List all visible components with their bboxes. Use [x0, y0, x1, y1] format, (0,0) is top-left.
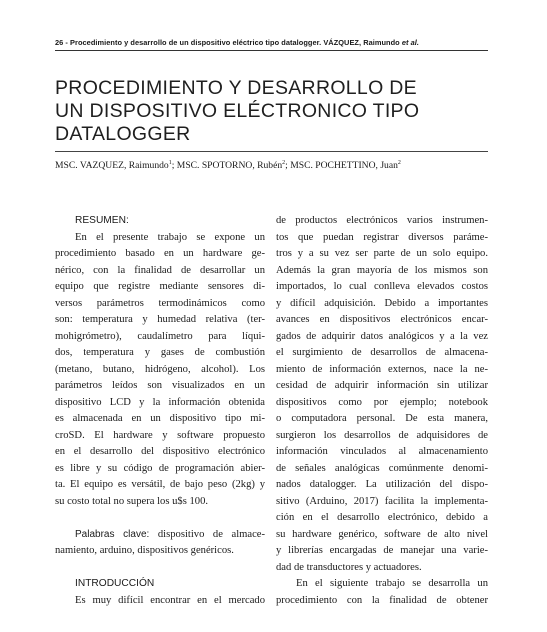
body-line: y difícil adquisición. Debido a importantes — [276, 297, 488, 309]
body-line: cesidad de adquirir información sin utilizar — [276, 380, 488, 391]
abstract-line: su costo total no supera los u$s 100. — [55, 495, 209, 507]
body-line: de señales analógicas comúnmente denomi- — [276, 462, 488, 474]
right-column — [276, 213, 488, 609]
running-head-etal: et al. — [401, 38, 419, 47]
body-line: avances en dispositivos electrónicos encar- — [276, 314, 488, 325]
paragraph-gap — [55, 560, 265, 577]
body-line: dad de transductores y actuadores. — [276, 561, 422, 573]
author-name: MSC. VAZQUEZ, Raimundo — [55, 160, 169, 172]
abstract-line: en el desarrollo del dispositivo electrónico — [55, 446, 265, 457]
body-line: nados datalogger. La utilización del dispo- — [276, 479, 488, 490]
abstract-line: parámetros leídos son visualizados en un — [55, 380, 265, 391]
author-name: ; MSC. SPOTORNO, Rubén — [171, 160, 283, 172]
article-title — [55, 77, 495, 146]
abstract-line: dispositivo LCD y la información obtenida — [55, 396, 265, 408]
body-line: miento de información externos, nace la ne- — [276, 363, 488, 375]
body-line: sitivo (Arduino, 2017) facilita la implementa- — [276, 495, 488, 507]
title-line: DATALOGGER — [55, 123, 191, 145]
introduction-heading: INTRODUCCIÓN — [75, 578, 155, 589]
body-line: o computadora personal. De esta manera, — [276, 413, 488, 424]
abstract-line: mohigrómetro), caudalímetro para líqui- — [55, 330, 265, 342]
body-line: y librerías encargadas de manejar una varie- — [276, 545, 488, 556]
keywords-label: Palabras clave: — [75, 528, 150, 540]
affiliation-mark: 2 — [397, 160, 401, 166]
affiliation-mark: 2 — [282, 160, 286, 166]
body-line: el surgimiento de desarrollos de almacena- — [276, 347, 488, 358]
running-head — [55, 38, 489, 47]
body-line: su hardware genérico, software de alto nivel — [276, 528, 488, 540]
body-line: información vinculados al almacenamiento — [276, 446, 488, 457]
body-line: ción en el desarrollo electrónico, debido a — [276, 512, 488, 523]
abstract-heading: RESUMEN: — [75, 215, 129, 226]
author-name: ; MSC. POCHETTINO, Juan — [285, 160, 398, 172]
author-list — [55, 160, 495, 171]
keywords-line: namiento, arduino, dispositivos genéricos. — [55, 545, 234, 556]
abstract-line: equipo que registre mediante sensores di- — [55, 281, 265, 292]
intro-line: Es muy difícil encontrar en el mercado — [75, 594, 265, 606]
affiliation-mark: 1 — [168, 160, 172, 166]
body-line: importados, lo cual conlleva elevados costos — [276, 281, 488, 292]
body-line: de productos electrónicos varios instrumen- — [276, 215, 488, 226]
title-line: UN DISPOSITIVO ELÉCTRONICO TIPO — [55, 100, 420, 122]
body-line: surgieron los desarrollos de adquisidores de — [276, 429, 488, 441]
body-line: procedimiento con la finalidad de obtener — [276, 594, 488, 606]
body-line: tos que puedan registrar diversos paráme- — [276, 231, 488, 243]
left-column — [55, 213, 265, 609]
title-rule — [55, 151, 488, 152]
body-line: gados de adquirir datos analógicos y a la vez — [276, 330, 488, 342]
keywords-line — [55, 527, 265, 544]
header-rule — [55, 50, 488, 51]
abstract-line: nérico, con la finalidad de desarrollar un — [55, 264, 265, 276]
body-line: tros y a su vez ser parte de un solo equipo. — [276, 248, 488, 259]
abstract-line: versos parámetros termodinámicos como — [55, 297, 265, 309]
abstract-line: (metano, butano, hidrógeno, alcohol). Los — [55, 363, 265, 375]
abstract-line: es almacenada en un dispositivo tipo mi- — [55, 413, 265, 424]
body-line: Además la gran mayoría de los mismos son — [276, 264, 488, 276]
abstract-line: dos, temperatura y gases de combustión — [55, 347, 265, 358]
abstract-line: son: temperatura y humedad relativa (ter- — [55, 314, 265, 325]
running-head-text: 26 - Procedimiento y desarrollo de un dispositivo eléctrico tipo datalogger. VÁZQUEZ, Raimundo — [55, 38, 402, 47]
abstract-line: croSD. El hardware y software propuesto — [55, 429, 265, 441]
keywords-text: dispositivo de almace- — [149, 528, 266, 540]
abstract-line: ta. El equipo es versátil, de bajo peso (2kg) y — [55, 479, 265, 490]
body-line: dispositivos como por ejemplo; notebook — [276, 396, 488, 408]
body-line: En el siguiente trabajo se desarrolla un — [296, 578, 488, 589]
abstract-line: es libre y su código de programación abier- — [55, 462, 265, 474]
abstract-line: En el presente trabajo se expone un — [75, 231, 265, 243]
abstract-line: procedimiento basado en un hardware ge- — [55, 248, 265, 259]
title-line: PROCEDIMIENTO Y DESARROLLO DE — [55, 77, 417, 99]
paragraph-gap — [55, 510, 265, 527]
